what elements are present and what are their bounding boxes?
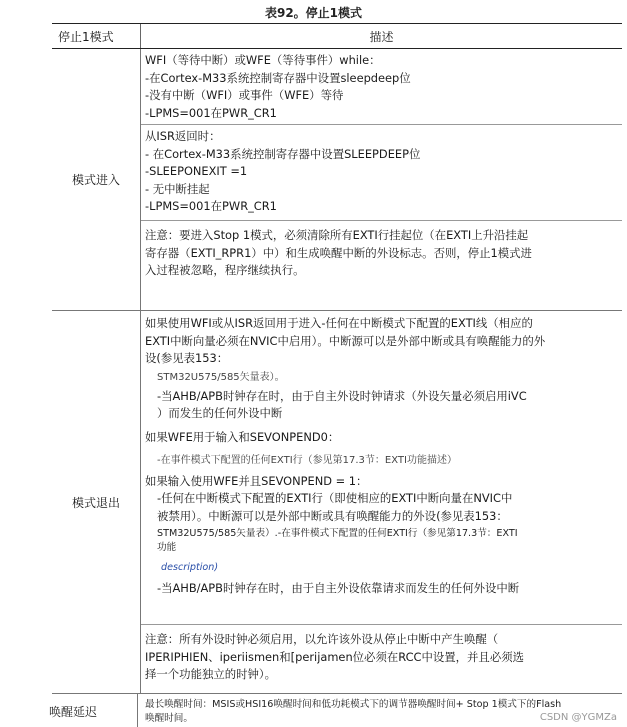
exit-conditions-block: [141, 311, 622, 625]
table-row-mode-exit: [52, 311, 622, 694]
table-row-wakeup-latency: [49, 694, 622, 727]
text-line: 择一个功能独立的时钟）。: [145, 667, 276, 682]
row-label-wakeup-latency: 唤醒延迟: [49, 694, 138, 727]
text-line: -任何在中断模式下配置的EXTI行（即使相应的EXTI中断向量在NVIC中: [157, 491, 513, 506]
text-line: -当AHB/APB时钟存在时，由于自主外设依靠请求而发生的任何外设中断: [157, 581, 520, 596]
text-line: -SLEEPONEXIT =1: [145, 164, 248, 179]
table-row-mode-entry: [52, 49, 622, 311]
stop1-mode-table: [49, 23, 622, 727]
entry-note-block: [141, 221, 622, 311]
text-line: 入过程被忽略，程序继续执行。: [145, 263, 305, 278]
text-line: 从ISR返回时：: [145, 129, 221, 143]
text-line: WFI（等待中断）或WFE（等待事件）while：: [145, 53, 381, 67]
text-line: 最长唤醒时间：MSIS或HSI16唤醒时间和低功耗模式下的调节器唤醒时间+ Stop 1模式下的Flash: [145, 699, 562, 710]
table-reference: STM32U575/585矢量表）。: [157, 371, 285, 383]
text-line: 设(参见表153：: [145, 351, 229, 366]
entry-wfi-block: [141, 49, 622, 125]
table-header: [52, 24, 622, 49]
text-line: 如果WFE用于输入和SEVONPEND0：: [145, 429, 340, 444]
text-line: -LPMS=001在PWR_CR1: [145, 199, 277, 214]
text-line: EXTI中断向量必须在NVIC中启用）。中断源可以是外部中断或具有唤醒能力的外: [145, 333, 546, 348]
text-line: 注意：所有外设时钟必须启用，以允许该外设从停止中断中产生唤醒（: [145, 632, 499, 646]
text-line: -当AHB/APB时钟存在时，由于自主外设时钟请求（外设矢量必须启用iVC: [157, 388, 527, 403]
text-line: 唤醒时间。: [145, 713, 193, 724]
entry-isr-block: [141, 125, 622, 221]
text-line: -在事件模式下配置的任何EXTI行（参见第17.3节：EXTI功能描述）: [157, 454, 457, 466]
text-line: -没有中断（WFI）或事件（WFE）等待: [145, 88, 344, 103]
text-line: 功能: [157, 542, 177, 554]
row-label-mode-entry: 模式进入: [52, 49, 141, 310]
text-line: 被禁用）。中断源可以是外部中断或具有唤醒能力的外设(参见表153：: [157, 508, 508, 523]
text-line: - 在Cortex-M33系统控制寄存器中设置SLEEPDEEP位: [145, 146, 421, 161]
text-line: ）而发生的任何外设中断: [157, 406, 283, 421]
text-line: 如果使用WFI或从ISR返回用于进入-任何在中断模式下配置的EXTI线（相应的: [145, 316, 533, 330]
text-line: 注意：要进入Stop 1模式，必须清除所有EXTI行挂起位（在EXTI上升沿挂起: [145, 228, 529, 242]
text-line: - 无中断挂起: [145, 181, 210, 196]
table-reference: STM32U575/585矢量表）.-在事件模式下配置的任何EXTI行（参见第17.3节：EXTI: [157, 528, 518, 540]
header-col-mode: 停止1模式: [52, 24, 141, 48]
table-title: 表92。停止1模式: [264, 6, 363, 20]
watermark: CSDN @YGMZa: [539, 712, 617, 723]
text-line: IPERIPHIEN、iperiismen和[perijamen位必须在RCC中设置，并且必须选: [145, 649, 524, 664]
text-line: 寄存器（EXTI_RPR1）中）和生成唤醒中断的外设标志。否则，停止1模式进: [145, 245, 532, 260]
row-label-mode-exit: 模式退出: [52, 311, 141, 693]
text-line: 如果输入使用WFE并且SEVONPEND = 1：: [145, 473, 368, 488]
exit-note-block: [141, 625, 622, 694]
text-line: -在Cortex-M33系统控制寄存器中设置sleepdeep位: [145, 70, 411, 85]
header-col-description: 描述: [369, 29, 394, 44]
description-label: description): [161, 562, 219, 574]
text-line: -LPMS=001在PWR_CR1: [145, 105, 277, 120]
